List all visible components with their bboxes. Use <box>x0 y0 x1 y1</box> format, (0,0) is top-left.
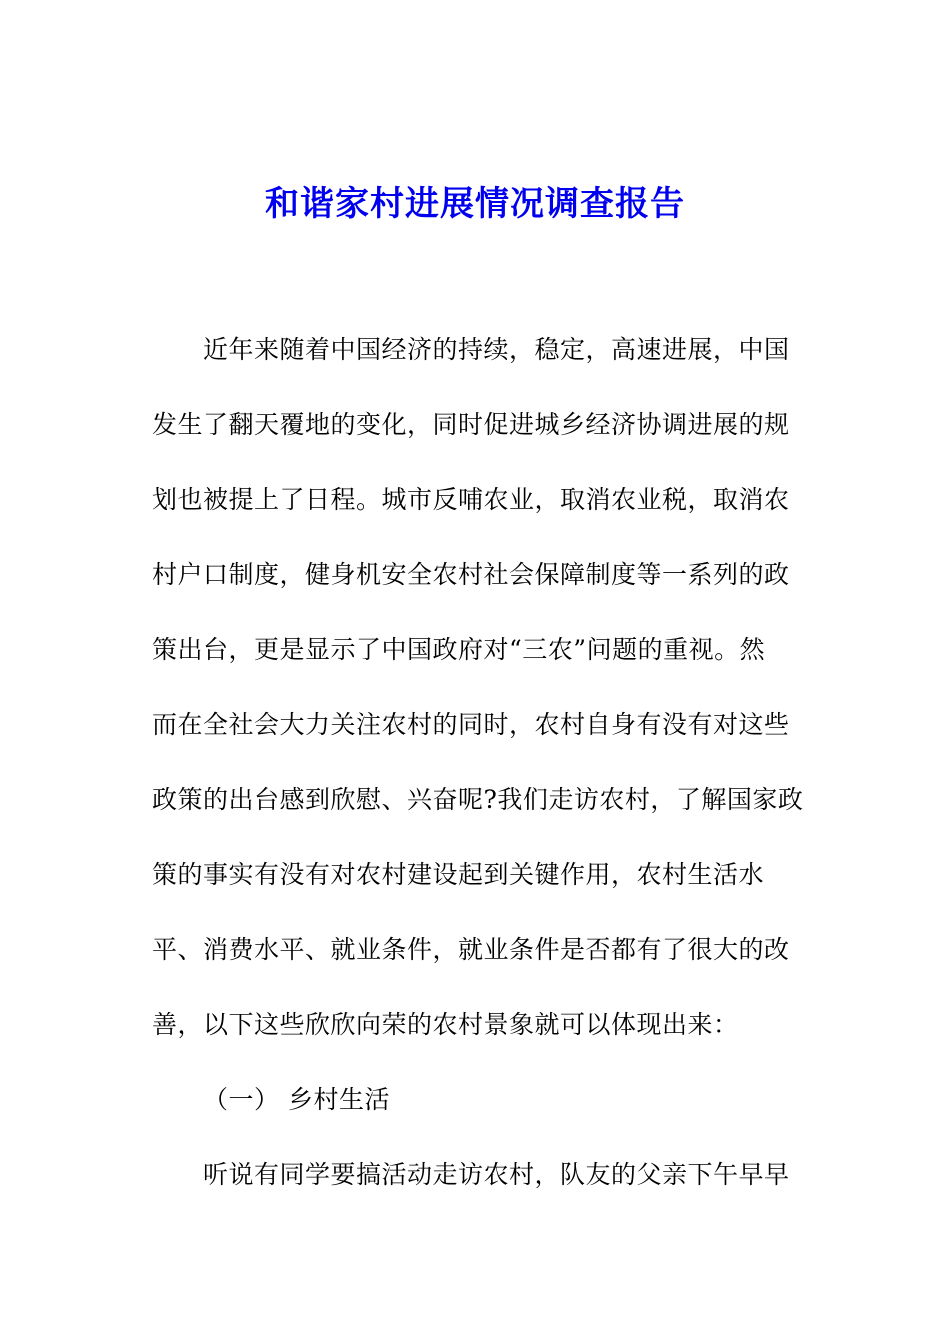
paragraph-line: 划也被提上了日程。城市反哺农业，取消农业税，取消农 <box>152 485 790 514</box>
paragraph-line: 策的事实有没有对农村建设起到关键作用，农村生活水 <box>152 860 765 889</box>
paragraph-line: 政策的出台感到欣慰、兴奋呢?我们走访农村，了解国家政 <box>152 785 804 814</box>
paragraph-line: 策出台，更是显示了中国政府对“三农”问题的重视。然 <box>152 635 766 664</box>
paragraph-line: 平、消费水平、就业条件，就业条件是否都有了很大的改 <box>152 935 790 964</box>
page-title: 和谐家村进展情况调查报告 <box>265 184 685 224</box>
section-heading: （一） 乡村生活 <box>203 1085 390 1114</box>
paragraph-line: 近年来随着中国经济的持续，稳定，高速进展，中国 <box>203 335 790 364</box>
paragraph-line: 村户口制度，健身机安全农村社会保障制度等一系列的政 <box>152 560 790 589</box>
paragraph-line: 发生了翻天覆地的变化，同时促进城乡经济协调进展的规 <box>152 410 790 439</box>
paragraph-line: 而在全社会大力关注农村的同时，农村自身有没有对这些 <box>152 710 790 739</box>
paragraph-line: 善，以下这些欣欣向荣的农村景象就可以体现出来： <box>152 1010 739 1039</box>
paragraph-line: 听说有同学要搞活动走访农村，队友的父亲下午早早 <box>203 1160 790 1189</box>
